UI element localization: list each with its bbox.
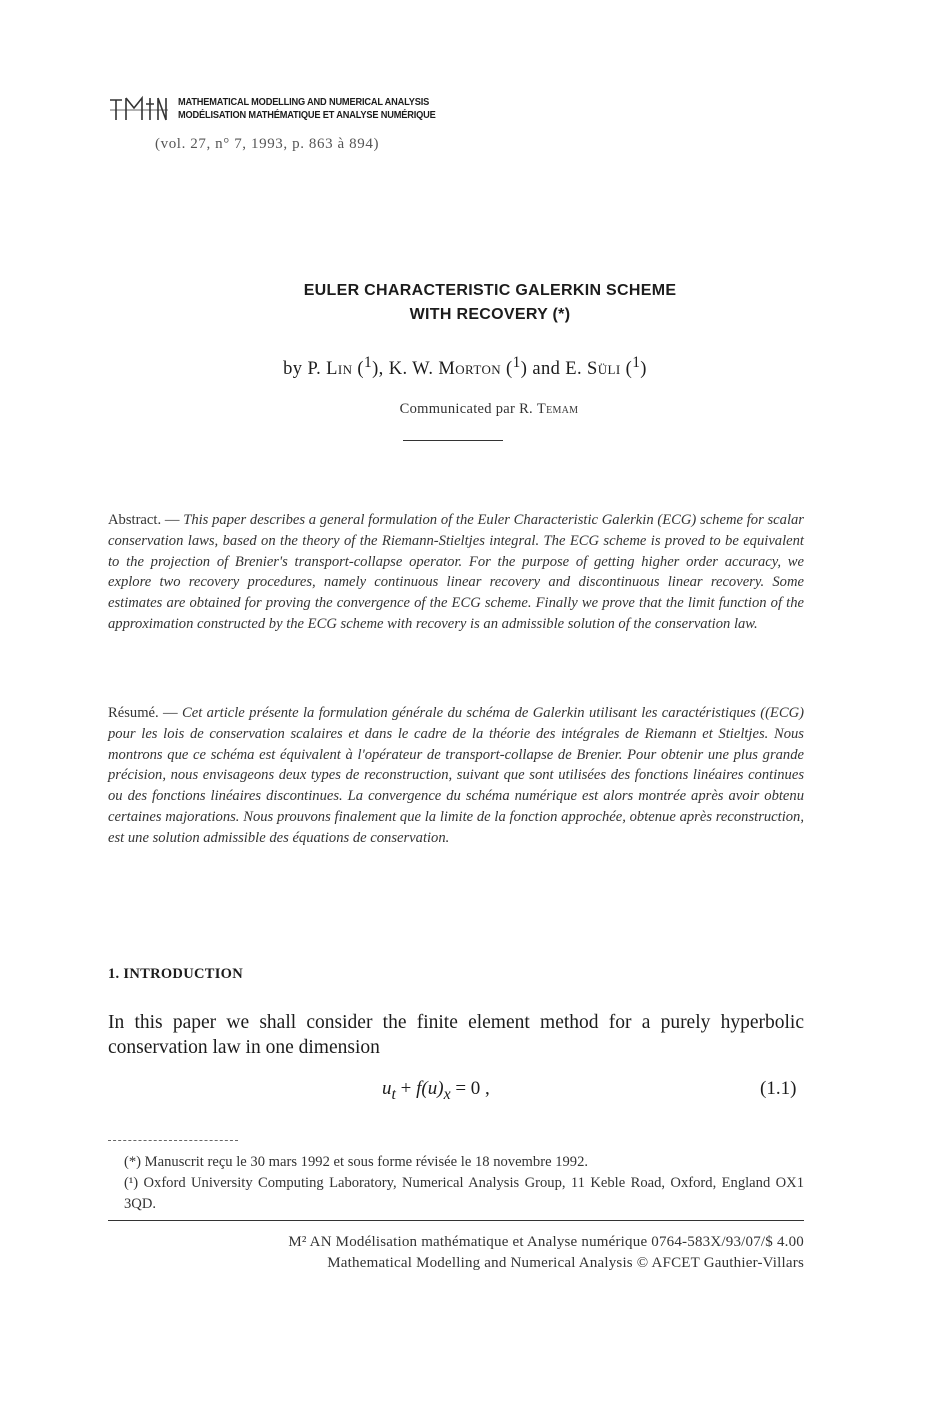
footer-copyright: Mathematical Modelling and Numerical Analysis © AFCET Gauthier-Villars [327,1255,804,1271]
resume-label: Résumé. — [108,705,178,721]
author-prefix: by P. [283,359,322,380]
paper-title-line-2: WITH RECOVERY (*) [409,306,571,323]
paper-title-line-1: EULER CHARACTERISTIC GALERKIN SCHEME [303,282,677,299]
equation-1-1 [382,1078,490,1104]
eq-argument: (u) [421,1078,444,1099]
author-name: Morton [438,359,502,380]
author-list: by P. Lin ($^1$), K. W. Morton ($^1$) and E. Süli ($^1$) [283,354,647,380]
footnote-marker: 1 [632,354,641,371]
eq-symbol: u [382,1078,392,1099]
footnote-received: (*) Manuscrit reçu le 30 mars 1992 et sous forme révisée le 18 novembre 1992. [124,1154,589,1170]
eq-rest: = 0 , [450,1078,490,1099]
intro-paragraph: In this paper we shall consider the finite element method for a purely hyperbolic conservation law in one dimension [108,1012,804,1058]
section-heading: 1. INTRODUCTION [108,966,244,982]
author-name: Süli [587,359,621,380]
volume-info: (vol. 27, n° 7, 1993, p. 863 à 894) [155,136,380,152]
abstract [108,510,804,635]
communicated-prefix: Communicated par R. [399,401,533,417]
eq-subscript: x [443,1085,451,1103]
footnote-divider [108,1140,238,1141]
resume [108,703,804,849]
footnote-marker: 1 [363,354,373,371]
footnote-marker: 1 [512,354,521,371]
resume-text: Cet article présente la formulation générale du schéma de Galerkin utilisant les caractéristiques ((ECG) pour les lois de conservation scalaires et dans le cadre de la théorie des intégrales de Riemann et Stieltjes. Nous montrons que ce schéma est équivalent à l'opérateur de transport-collapse de Brenier. Pour obtenir une plus grande précision, nous envisageons deux types de reconstruction, suivant que sont utilisées des fonctions linéaires continues ou des fonctions linéaires discontinues. La convergence du schéma numérique est alors montrée après avoir obtenu certaines majorations. Nous prouvons finalement que la limite de la fonction approchée, obtenue après reconstruction, est une solution admissible des équations de conservation. [108,705,804,846]
equation-number: (1.1) [760,1078,797,1099]
communicator-name: Temam [536,401,579,417]
footer-divider [108,1220,804,1221]
abstract-label: Abstract. — [108,512,180,528]
journal-logo-icon [108,94,170,122]
author-initials: K. W. [388,359,434,380]
author-name: Lin [326,359,353,380]
eq-subscript: t [391,1085,396,1103]
abstract-text: This paper describes a general formulation of the Euler Characteristic Galerkin (ECG) scheme for scalar conservation laws, based on the theory of the Riemann-Stieltjes integral. The ECG scheme is proved to be equivalent to the projection of Brenier's transport-collapse operator. For the purpose of getting higher order accuracy, we explore two recovery procedures, namely continuous linear recovery and discontinuous linear recovery. Some estimates are obtained for proving the convergence of the ECG scheme. Finally we prove that the limit function of the approximation constructed by the ECG scheme with recovery is an admissible solution of the conservation law. [108,512,804,632]
journal-title-french: MODÉLISATION MATHÉMATIQUE ET ANALYSE NUMÉRIQUE [178,109,436,121]
eq-symbol: f [416,1078,422,1099]
journal-title-english: MATHEMATICAL MODELLING AND NUMERICAL ANALYSIS [178,96,430,108]
eq-operator: + [395,1078,417,1099]
communicated-by [24,401,930,418]
author-conjunction: and E. [532,359,582,380]
title-divider [403,440,503,441]
footnote-affiliation: (¹) Oxford University Computing Laboratory, Numerical Analysis Group, 11 Keble Road, Oxford, England OX1 3QD. [124,1175,804,1212]
footer-publication-info: M² AN Modélisation mathématique et Analyse numérique 0764-583X/93/07/$ 4.00 [288,1234,804,1250]
